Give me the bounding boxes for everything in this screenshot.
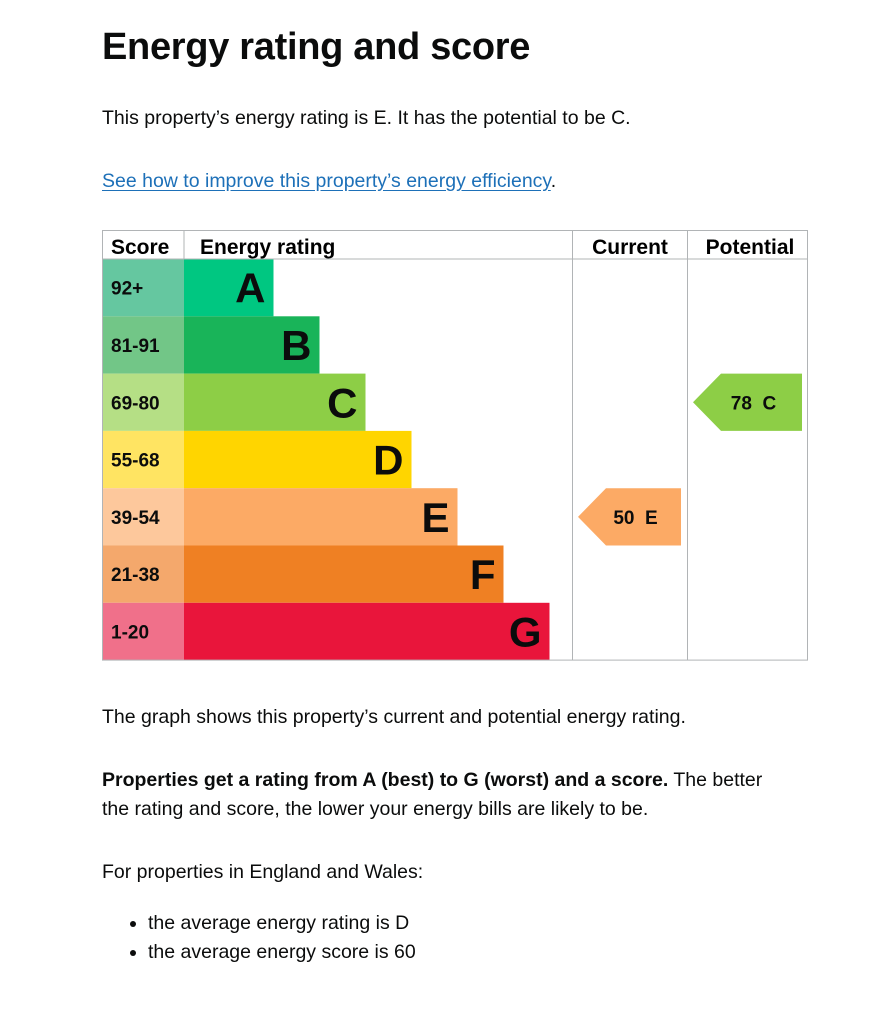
rating-arrows	[578, 374, 802, 546]
header-potential: Potential	[705, 236, 795, 259]
averages-heading: For properties in England and Wales:	[102, 861, 424, 883]
score-range-g: 1-20	[111, 622, 150, 644]
energy-rating-chart	[102, 230, 808, 662]
chart-bands	[102, 259, 550, 660]
rating-info	[102, 766, 762, 824]
potential-rating-arrow-label: 78 C	[730, 393, 777, 415]
rating-letter-e: E	[421, 493, 450, 541]
header-score: Score	[111, 236, 170, 259]
rating-letter-b: B	[281, 321, 312, 369]
improve-link-line	[102, 167, 556, 196]
rating-letter-a: A	[235, 264, 266, 312]
average-rating-item: • the average energy rating is D	[148, 909, 416, 938]
rating-info-line2: the rating and score, the lower your energy bills are likely to be.	[102, 798, 649, 820]
score-range-e: 39-54	[111, 507, 160, 529]
header-current: Current	[592, 236, 668, 259]
header-energy-rating: Energy rating	[200, 236, 336, 259]
page-title: Energy rating and score	[102, 26, 531, 68]
rating-bar-f	[184, 546, 504, 603]
score-range-c: 69-80	[111, 393, 160, 415]
score-range-d: 55-68	[111, 450, 160, 472]
current-rating-arrow-label: 50 E	[613, 507, 658, 529]
rating-info-bold: Properties get a rating from A (best) to G (worst) and a score.	[102, 769, 669, 791]
rating-letter-c: C	[327, 379, 358, 427]
graph-note: The graph shows this property’s current and potential energy rating.	[102, 706, 686, 728]
rating-bar-g	[184, 603, 550, 660]
rating-letter-f: F	[469, 551, 496, 599]
score-range-a: 92+	[111, 278, 144, 300]
rating-letter-d: D	[373, 436, 404, 484]
score-range-f: 21-38	[111, 565, 160, 587]
link-suffix: .	[550, 170, 557, 192]
improve-efficiency-link[interactable]: See how to improve this property’s energy efficiency	[102, 170, 551, 192]
score-range-b: 81-91	[111, 335, 160, 357]
rating-letter-g: G	[508, 608, 542, 656]
rating-bar-e	[184, 488, 458, 545]
rating-info-rest: The better	[668, 769, 763, 791]
average-score-item: • the average energy score is 60	[148, 938, 416, 967]
averages-list	[102, 909, 416, 967]
intro-text: This property’s energy rating is E. It has the potential to be C.	[102, 107, 631, 129]
